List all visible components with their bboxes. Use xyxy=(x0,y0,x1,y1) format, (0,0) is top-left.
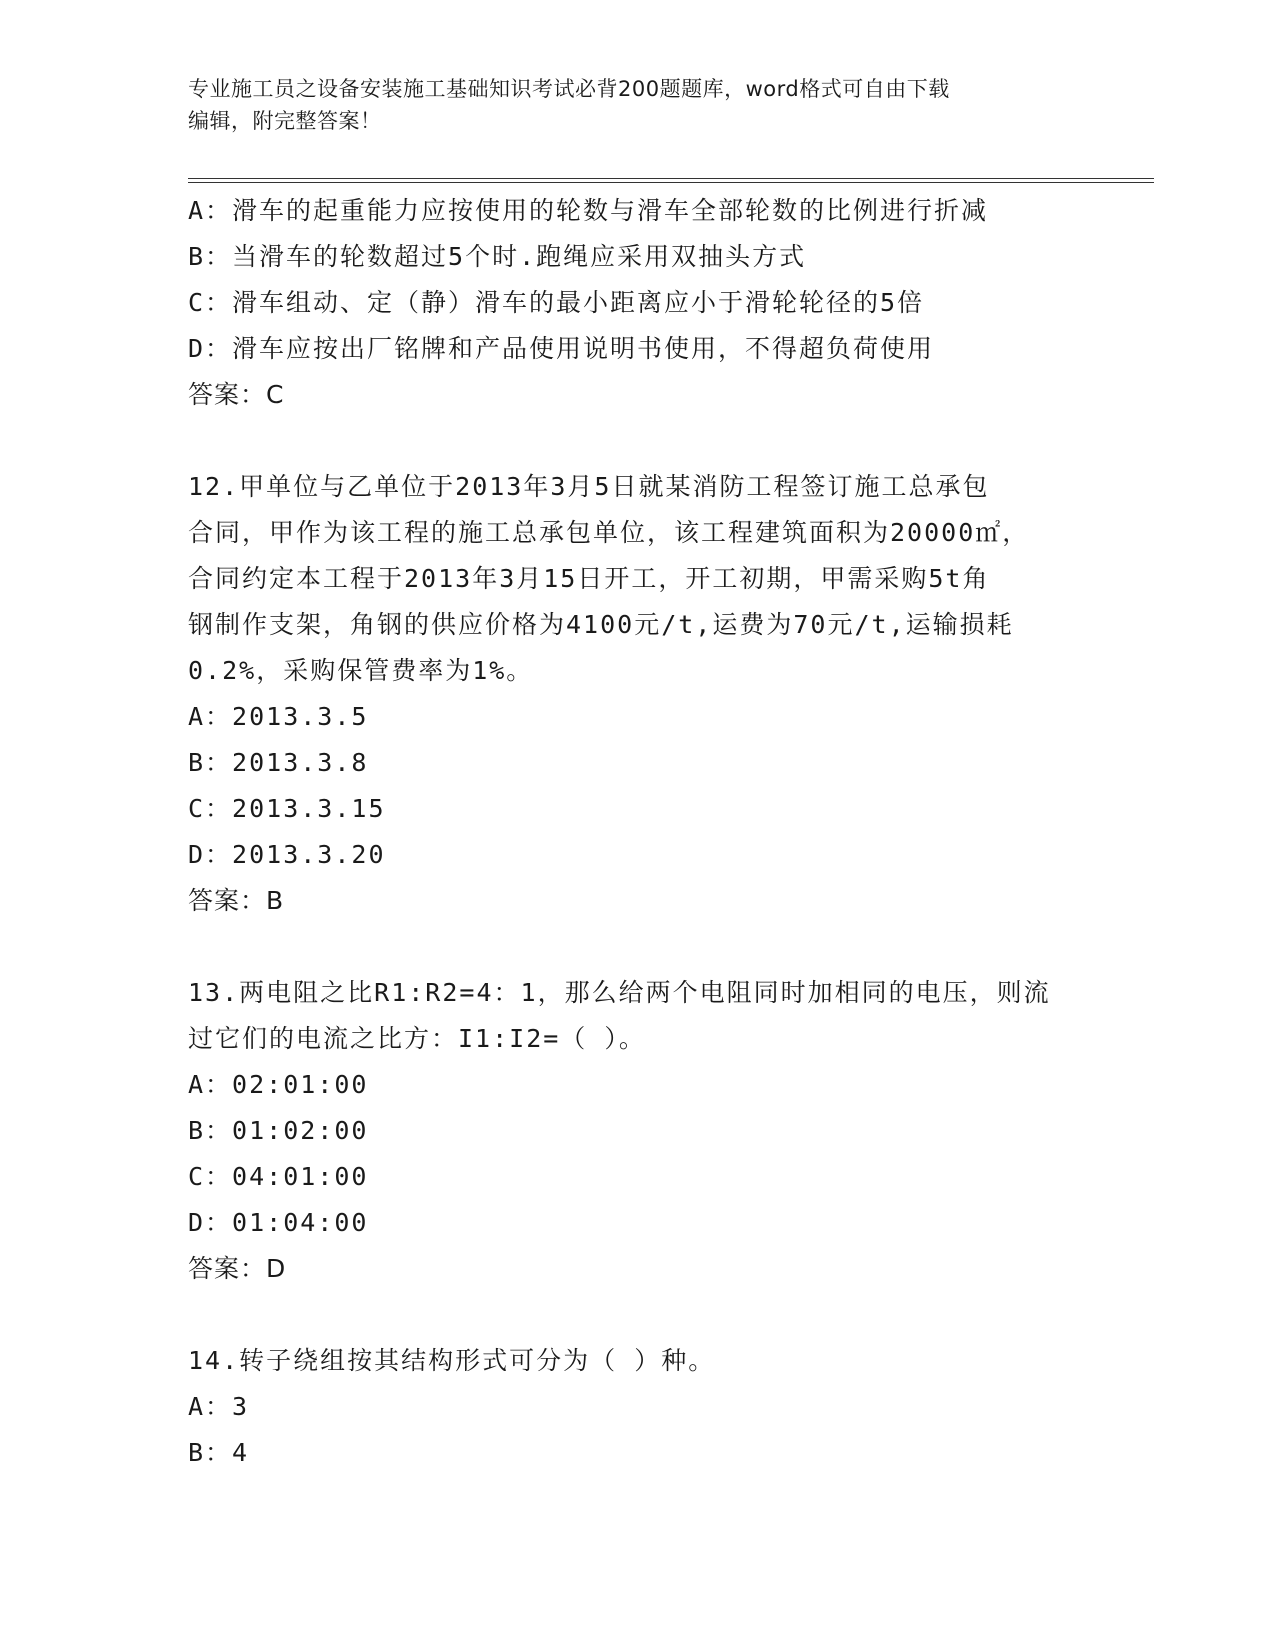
stem-line: 13.两电阻之比R1:R2=4：1，那么给两个电阻同时加相同的电压，则流 xyxy=(188,978,1051,1007)
option-d: D：2013.3.20 xyxy=(188,840,386,869)
option-b: B：2013.3.8 xyxy=(188,748,369,777)
stem-line: 过它们的电流之比方：I1:I2=（ ）。 xyxy=(188,1024,646,1053)
option-a: A：02:01:00 xyxy=(188,1070,369,1099)
option-c: C：2013.3.15 xyxy=(188,794,386,823)
question-12 xyxy=(188,464,1088,924)
answer-line: 答案：D xyxy=(188,1254,287,1283)
stem-line: 0.2%，采购保管费率为1%。 xyxy=(188,656,534,685)
document-header xyxy=(188,73,1088,137)
question-stem xyxy=(188,970,1088,1062)
option-b: B：01:02:00 xyxy=(188,1116,369,1145)
stem-line: 14.转子绕组按其结构形式可分为（ ）种。 xyxy=(188,1346,716,1375)
option-d: D：滑车应按出厂铭牌和产品使用说明书使用，不得超负荷使用 xyxy=(188,334,935,363)
answer-line: 答案：B xyxy=(188,886,285,915)
question-stem xyxy=(188,1338,1088,1384)
option-b: B：4 xyxy=(188,1438,250,1467)
option-a: A：3 xyxy=(188,1392,250,1421)
question-14 xyxy=(188,1338,1088,1476)
stem-line: 12.甲单位与乙单位于2013年3月5日就某消防工程签订施工总承包 xyxy=(188,472,990,501)
question-list xyxy=(188,188,1088,1476)
header-line-1: 专业施工员之设备安装施工基础知识考试必背200题题库，word格式可自由下载 xyxy=(188,77,950,101)
option-c: C：04:01:00 xyxy=(188,1162,369,1191)
option-b: B：当滑车的轮数超过5个时.跑绳应采用双抽头方式 xyxy=(188,242,807,271)
option-d: D：01:04:00 xyxy=(188,1208,369,1237)
option-a: A：滑车的起重能力应按使用的轮数与滑车全部轮数的比例进行折减 xyxy=(188,196,989,225)
option-c: C：滑车组动、定（静）滑车的最小距离应小于滑轮轮径的5倍 xyxy=(188,288,925,317)
header-line-2: 编辑，附完整答案！ xyxy=(188,109,382,133)
question-11 xyxy=(188,188,1088,418)
stem-line: 钢制作支架，角钢的供应价格为4100元/t,运费为70元/t,运输损耗 xyxy=(188,610,1014,639)
answer-line: 答案：C xyxy=(188,380,285,409)
header-divider xyxy=(188,178,1154,183)
stem-line: 合同，甲作为该工程的施工总承包单位，该工程建筑面积为20000㎡， xyxy=(188,518,1030,547)
question-stem xyxy=(188,464,1088,694)
question-13 xyxy=(188,970,1088,1292)
stem-line: 合同约定本工程于2013年3月15日开工，开工初期，甲需采购5t角 xyxy=(188,564,990,593)
option-a: A：2013.3.5 xyxy=(188,702,369,731)
